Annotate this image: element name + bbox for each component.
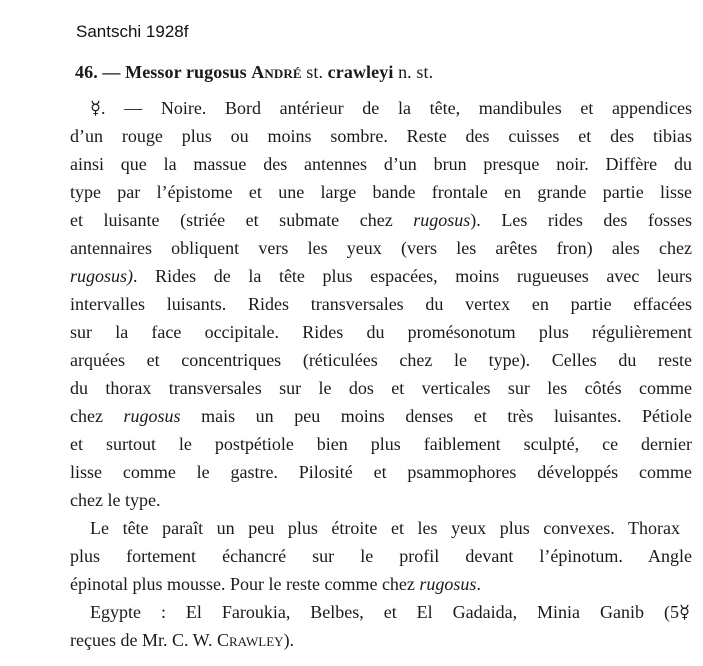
text-line: épinotal plus mousse. Pour le reste comme chez rugosus. <box>70 574 481 594</box>
text-line: type par l’épistome et une large bande frontale en grande partie lisse <box>70 182 692 202</box>
heading-rank: st. <box>306 62 324 82</box>
heading-author: André <box>251 62 302 82</box>
heading-species: Messor rugosus <box>125 62 247 82</box>
text-line: sur la face occipitale. Rides du promésonotum plus régulièrement <box>70 322 692 342</box>
heading-status: n. st. <box>398 62 434 82</box>
text-line: reçues de Mr. C. W. Crawley). <box>70 630 295 650</box>
text-line: antennaires obliquent vers les yeux (vers les arêtes fron) ales chez <box>70 238 692 258</box>
text-line: chez le type. <box>70 490 161 510</box>
text-line: lisse comme le gastre. Pilosité et psammophores développés comme <box>70 462 692 482</box>
text-line: chez rugosus mais un peu moins denses et très luisantes. Pétiole <box>70 406 692 426</box>
heading-name: crawleyi <box>327 62 394 82</box>
text-line: du thorax transversales sur le dos et verticales sur les côtés comme <box>70 378 692 398</box>
text-line: d’un rouge plus ou moins sombre. Reste des cuisses et des tibias <box>70 126 692 146</box>
text-line: et luisante (striée et submate chez rugosus). Les rides des fosses <box>70 210 692 230</box>
text-line: ainsi que la massue des antennes d’un brun presque noir. Diffère du <box>70 154 692 174</box>
text-line: intervalles luisants. Rides transversales du vertex en partie effacées <box>70 294 692 314</box>
text-line: arquées et concentriques (réticulées chez le type). Celles du reste <box>70 350 692 370</box>
text-line: et surtout le postpétiole bien plus faiblement sculpté, ce dernier <box>70 434 692 454</box>
text-line: rugosus). Rides de la tête plus espacées, moins rugueuses avec leurs <box>70 266 692 286</box>
text-line: ☿. — Noire. Bord antérieur de la tête, mandibules et appendices <box>90 98 692 118</box>
text-line: plus fortement échancré sur le profil devant l’épinotum. Angle <box>70 546 692 566</box>
text-line: Le tête paraît un peu plus étroite et les yeux plus convexes. Thorax <box>90 518 680 538</box>
reference-label: Santschi 1928f <box>76 22 189 41</box>
heading-number: 46. — <box>75 62 121 82</box>
text-line: Egypte : El Faroukia, Belbes, et El Gadaida, Minia Ganib (5☿ <box>90 602 690 622</box>
species-heading <box>75 62 433 83</box>
